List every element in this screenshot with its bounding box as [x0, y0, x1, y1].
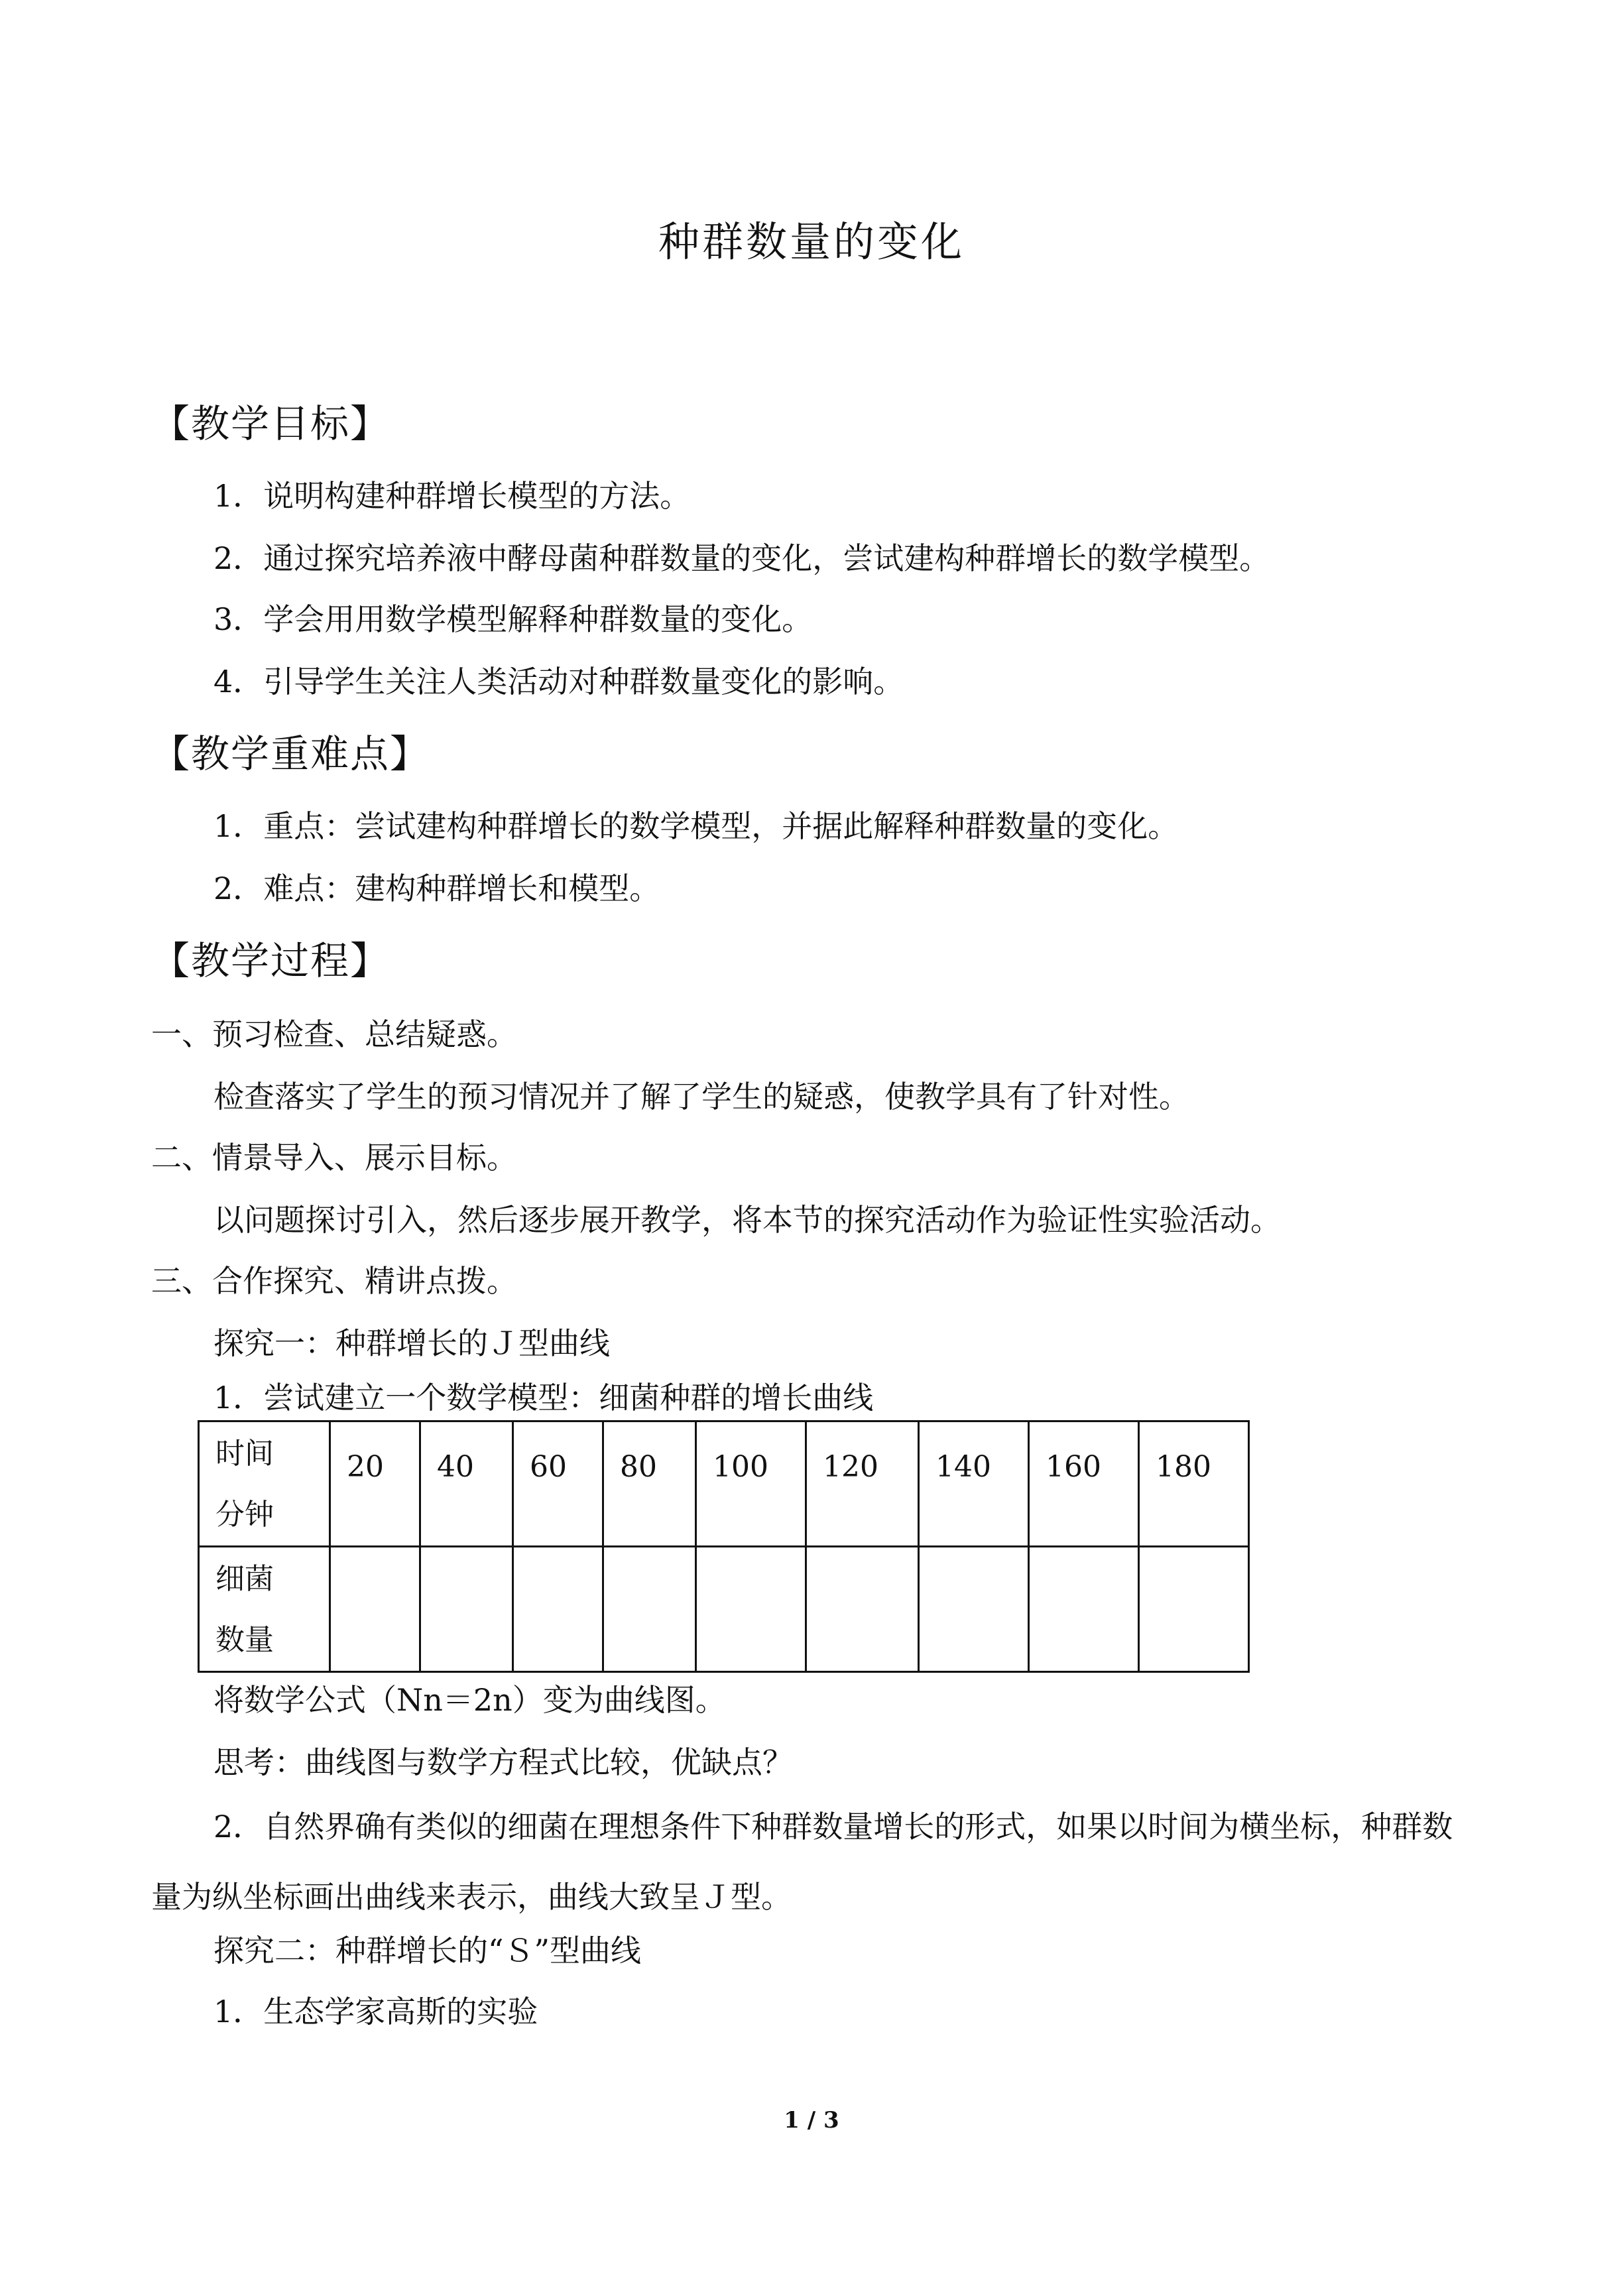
model-intro: 1．尝试建立一个数学模型：细菌种群的增长曲线: [213, 1380, 874, 1416]
goal-item-3: 3．学会用用数学模型解释种群数量的变化。: [213, 601, 813, 637]
think-line: 思考：曲线图与数学方程式比较，优缺点？: [213, 1744, 793, 1780]
table-cell: 120: [806, 1421, 919, 1547]
table-cell: [330, 1547, 420, 1672]
step-1-title: 一、预习检查、总结疑惑。: [151, 1016, 517, 1052]
table-cell: 60: [513, 1421, 603, 1547]
goal-item-4: 4．引导学生关注人类活动对种群数量变化的影响。: [213, 664, 904, 699]
table-cell: 80: [603, 1421, 696, 1547]
explore-1-heading: 探究一：种群增长的Ｊ型曲线: [213, 1325, 610, 1361]
table-row: [199, 1421, 1249, 1547]
goal-item-2: 2．通过探究培养液中酵母菌种群数量的变化，尝试建构种群增长的数学模型。: [213, 540, 1270, 576]
time-label-line1: 时间: [215, 1437, 274, 1471]
table-row-label-time: [199, 1421, 330, 1547]
table-cell: [806, 1547, 919, 1672]
page-number: 1 / 3: [784, 2107, 839, 2134]
table-cell: [1029, 1547, 1139, 1672]
table-cell: 180: [1139, 1421, 1249, 1547]
table-cell: [420, 1547, 513, 1672]
section-heading-goals: 【教学目标】: [151, 401, 391, 446]
table-cell: 20: [330, 1421, 420, 1547]
table-cell: 40: [420, 1421, 513, 1547]
step-3-title: 三、合作探究、精讲点拨。: [151, 1263, 517, 1299]
formula-line: 将数学公式（Nn＝2n）变为曲线图。: [213, 1682, 726, 1718]
section-heading-key-points: 【教学重难点】: [151, 731, 430, 776]
table-cell: 160: [1029, 1421, 1139, 1547]
step-2-title: 二、情景导入、展示目标。: [151, 1140, 517, 1176]
time-label-line2: 分钟: [215, 1498, 274, 1532]
page-title: 种群数量的变化: [658, 217, 965, 266]
table-row-label-bacteria: [199, 1547, 330, 1672]
goal-item-1: 1．说明构建种群增长模型的方法。: [213, 478, 691, 514]
table-cell: [919, 1547, 1029, 1672]
table-cell: 100: [696, 1421, 806, 1547]
step-1-body: 检查落实了学生的预习情况并了解了学生的疑惑，使教学具有了针对性。: [213, 1079, 1189, 1115]
bacteria-growth-table: [198, 1420, 1250, 1673]
table-row: [199, 1547, 1249, 1672]
step-2-body: 以问题探讨引入，然后逐步展开教学，将本节的探究活动作为验证性实验活动。: [213, 1202, 1281, 1238]
section-heading-process: 【教学过程】: [151, 938, 391, 983]
table-cell: [696, 1547, 806, 1672]
explore-2-heading: 探究二：种群增长的“Ｓ”型曲线: [213, 1933, 642, 1968]
bacteria-label-line2: 数量: [215, 1623, 274, 1657]
key-point-2: 2．难点：建构种群增长和模型。: [213, 871, 660, 906]
gause-experiment: 1．生态学家高斯的实验: [213, 1994, 538, 2029]
table-cell: [1139, 1547, 1249, 1672]
table-cell: [513, 1547, 603, 1672]
bacteria-label-line1: 细菌: [215, 1562, 274, 1596]
key-point-1: 1．重点：尝试建构种群增长的数学模型，并据此解释种群数量的变化。: [213, 808, 1179, 844]
nature-paragraph: 2．自然界确有类似的细菌在理想条件下种群数量增长的形式，如果以时间为横坐标，种群数量为纵坐标画出曲线来表示，曲线大致呈Ｊ型。: [151, 1809, 1453, 1915]
table-cell: 140: [919, 1421, 1029, 1547]
table-cell: [603, 1547, 696, 1672]
